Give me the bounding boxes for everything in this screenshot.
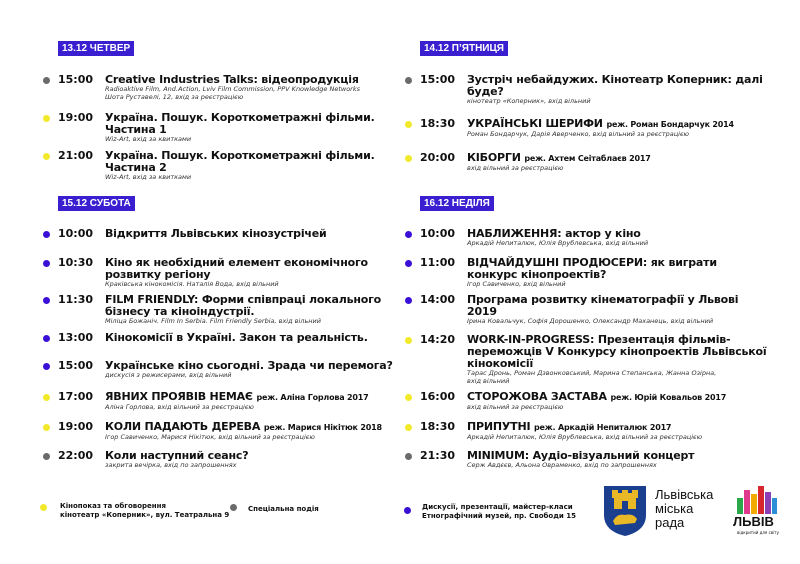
- event-time: 10:00: [420, 227, 456, 240]
- event-type-dot: [405, 424, 412, 431]
- legend-text: Кінопоказ та обговорення: [60, 502, 166, 510]
- event-title: Creative Industries Talks: відеопродукція: [105, 73, 359, 86]
- event-body: [467, 257, 767, 289]
- lviv-brand-text: ЛЬВІВ: [733, 514, 774, 529]
- event-title: КОЛИ ПАДАЮТЬ ДЕРЕВА: [105, 420, 261, 433]
- event-director: реж. Марися Нікітюк 2018: [263, 423, 382, 432]
- event-director: реж. Аркадій Непиталюк 2017: [534, 423, 672, 432]
- event-title: Коли наступний сеанс?: [105, 449, 249, 462]
- event-time: 11:30: [58, 293, 94, 306]
- event-details: Шота Руставелі, 12, вхід за реєстрацією: [105, 92, 244, 101]
- event-type-dot: [405, 231, 412, 238]
- event-time: 20:00: [420, 151, 456, 164]
- event-time: 11:00: [420, 256, 456, 269]
- event-details: Роман Бондарчук, Дарія Аверченко, вхід вільний за реєстрацією: [467, 130, 689, 138]
- event-title: Кіно як необхідний елемент економічного розвитку регіону: [105, 256, 368, 281]
- lviv-brand-logo: [735, 484, 779, 514]
- event-time: 18:30: [420, 420, 456, 433]
- event-title: Відкриття Львівських кінозустрічей: [105, 227, 327, 240]
- event-title: Кінокомісії в Україні. Закон та реальність.: [105, 331, 368, 344]
- event-title: НАБЛИЖЕННЯ: актор у кіно: [467, 227, 641, 240]
- event-body: [105, 391, 405, 412]
- day-header: 13.12 ЧЕТВЕР: [58, 41, 134, 56]
- event-type-dot: [405, 77, 412, 84]
- event-body: [105, 332, 405, 344]
- event-body: [105, 112, 405, 144]
- event-type-dot: [43, 260, 50, 267]
- legend-screening: [60, 502, 229, 519]
- event-body: [105, 294, 405, 326]
- event-title: ВІДЧАЙДУШНІ ПРОДЮСЕРИ: як виграти конкурс кінопроектів?: [467, 256, 717, 281]
- event-title-line: [105, 294, 405, 318]
- event-details: Ігор Савиченко, вхід вільний: [467, 280, 566, 288]
- event-type-dot: [405, 121, 412, 128]
- event-title: СТОРОЖОВА ЗАСТАВА: [467, 390, 607, 403]
- event-type-dot: [405, 260, 412, 267]
- day-header: 14.12 П’ЯТНИЦЯ: [420, 41, 508, 56]
- event-body: [105, 360, 405, 380]
- event-details: вхід вільний за реєстрацією: [467, 403, 564, 411]
- event-time: 15:00: [58, 359, 94, 372]
- event-body: [467, 152, 767, 173]
- event-details: Radioaktive Film, And.Action, Lviv Film Commission, PPV Knowledge Networks: [105, 85, 361, 93]
- event-time: 16:00: [420, 390, 456, 403]
- event-title-line: [105, 228, 405, 240]
- event-details: Ірина Ковальчук, Софія Дорошенко, Олександр Маханець, вхід вільний: [467, 317, 714, 325]
- event-body: [467, 450, 767, 470]
- event-time: 19:00: [58, 420, 94, 433]
- event-type-dot: [405, 297, 412, 304]
- event-details: Аркадій Непиталюк, Юлія Врублевська, вхід вільний за реєстрацією: [467, 433, 703, 441]
- event-time: 18:30: [420, 117, 456, 130]
- event-body: [467, 334, 767, 385]
- event-time: 21:30: [420, 449, 456, 462]
- legend-dot-special: [230, 504, 237, 511]
- event-details: Міліца Божаніч. Film In Serbia. Film Friendly Serbia, вхід вільний: [105, 317, 321, 325]
- event-body: [105, 74, 405, 101]
- event-details: Аліна Горлова, вхід вільний за реєстрацією: [105, 403, 254, 411]
- logo-text-line: рада: [655, 515, 685, 530]
- legend-dot-screening: [40, 504, 47, 511]
- event-director: реж. Роман Бондарчук 2014: [606, 120, 734, 129]
- legend-special: [248, 505, 319, 514]
- event-time: 14:20: [420, 333, 456, 346]
- event-time: 10:30: [58, 256, 94, 269]
- event-title: ЯВНИХ ПРОЯВІВ НЕМАЄ: [105, 390, 253, 403]
- event-time: 14:00: [420, 293, 456, 306]
- event-time: 21:00: [58, 149, 94, 162]
- event-type-dot: [43, 453, 50, 460]
- event-type-dot: [405, 453, 412, 460]
- event-details: вхід вільний: [467, 376, 510, 385]
- event-body: [105, 450, 405, 470]
- legend-text: Спеціальна подія: [248, 505, 319, 513]
- event-details: Тарас Дронь, Роман Дзвонковський, Марина Степанська, Жанна Озірна,: [467, 369, 717, 377]
- event-type-dot: [405, 155, 412, 162]
- event-time: 15:00: [58, 73, 94, 86]
- legend-discussion: [422, 503, 576, 520]
- event-title-line: [467, 294, 767, 318]
- event-title-line: [467, 334, 767, 370]
- event-title: ПРИПУТНІ: [467, 420, 531, 433]
- event-details: Ігор Савиченко, Марися Нікітюк, вхід вільний за реєстрацією: [105, 433, 315, 441]
- event-type-dot: [43, 394, 50, 401]
- event-title-line: [105, 150, 405, 174]
- event-body: [105, 150, 405, 182]
- event-body: [467, 391, 767, 412]
- event-title: УКРАЇНСЬКІ ШЕРИФИ: [467, 117, 603, 130]
- logo-text-line: Львівська: [655, 487, 714, 502]
- legend-dot-discussion: [404, 507, 411, 514]
- event-title: MINIMUM: Аудіо-візуальний концерт: [467, 449, 695, 462]
- event-title: FILM FRIENDLY: Форми співпраці локального бізнесу та кіноіндустрії.: [105, 293, 382, 318]
- event-title: Українське кіно сьогодні. Зрада чи перемога?: [105, 359, 393, 372]
- event-title-line: [105, 112, 405, 136]
- event-time: 17:00: [58, 390, 94, 403]
- event-title: Зустріч небайдужих. Кінотеатр Коперник: далі буде?: [467, 73, 763, 98]
- event-type-dot: [43, 115, 50, 122]
- event-time: 13:00: [58, 331, 94, 344]
- event-time: 22:00: [58, 449, 94, 462]
- event-title-line: [105, 257, 405, 281]
- event-title-line: [105, 332, 405, 344]
- event-title: КІБОРГИ: [467, 151, 521, 164]
- event-type-dot: [43, 363, 50, 370]
- event-body: [105, 257, 405, 289]
- logo-text-line: міська: [655, 501, 694, 516]
- event-title: Програма розвитку кінематографії у Львові 2019: [467, 293, 739, 318]
- event-type-dot: [405, 394, 412, 401]
- event-body: [467, 74, 767, 106]
- event-body: [105, 421, 405, 442]
- event-details: кінотеатр «Коперник», вхід вільний: [467, 97, 591, 105]
- event-time: 19:00: [58, 111, 94, 124]
- legend-text: Дискусії, презентації, майстер-класи: [422, 503, 573, 511]
- event-details: Wiz-Art, вхід за квитками: [105, 135, 192, 143]
- event-time: 15:00: [420, 73, 456, 86]
- event-type-dot: [405, 337, 412, 344]
- city-council-logo-text: [655, 488, 713, 530]
- event-body: [467, 228, 767, 248]
- event-director: реж. Ахтем Сеітаблаєв 2017: [524, 154, 651, 163]
- event-title: Україна. Пошук. Короткометражні фільми. Частина 2: [105, 149, 375, 174]
- event-type-dot: [43, 77, 50, 84]
- lviv-coat-of-arms-logo: [603, 485, 647, 537]
- event-type-dot: [43, 335, 50, 342]
- event-director: реж. Юрій Ковальов 2017: [610, 393, 727, 402]
- lviv-brand-tagline: відкритий для світу: [737, 530, 779, 535]
- event-details: Аркадій Непиталюк, Юлія Врублевська, вхід вільний: [467, 239, 649, 247]
- event-title-line: [467, 74, 767, 98]
- event-details: вхід вільний за реєстрацією: [467, 164, 564, 172]
- event-title: Україна. Пошук. Короткометражні фільми. Частина 1: [105, 111, 375, 136]
- event-type-dot: [43, 297, 50, 304]
- event-body: [467, 118, 767, 139]
- event-title-line: [467, 257, 767, 281]
- event-type-dot: [43, 231, 50, 238]
- event-details: Серж Авдєєв, Альона Овраменко, вхід по запрошеннях: [467, 461, 657, 469]
- event-type-dot: [43, 153, 50, 160]
- event-body: [467, 421, 767, 442]
- event-details: Краківська кінокомісія. Наталія Вода, вхід вільний: [105, 280, 279, 288]
- event-details: закрита вечірка, вхід по запрошеннях: [105, 461, 237, 469]
- day-header: 16.12 НЕДІЛЯ: [420, 196, 494, 211]
- event-details: Wiz-Art, вхід за квитками: [105, 173, 192, 181]
- event-director: реж. Аліна Горлова 2017: [256, 393, 369, 402]
- event-title: WORK-IN-PROGRESS: Презентація фільмів-переможців V Конкурсу кінопроектів Львівської кінокомісії: [467, 333, 767, 370]
- legend-text: кінотеатр «Коперник», вул. Театральна 9: [60, 510, 230, 519]
- day-header: 15.12 СУБОТА: [58, 196, 135, 211]
- legend-text: Етнографічний музей, пр. Свободи 15: [422, 511, 576, 520]
- event-body: [105, 228, 405, 240]
- event-time: 10:00: [58, 227, 94, 240]
- event-details: дискусія з режисерами, вхід вільний: [105, 371, 232, 379]
- event-body: [467, 294, 767, 326]
- event-type-dot: [43, 424, 50, 431]
